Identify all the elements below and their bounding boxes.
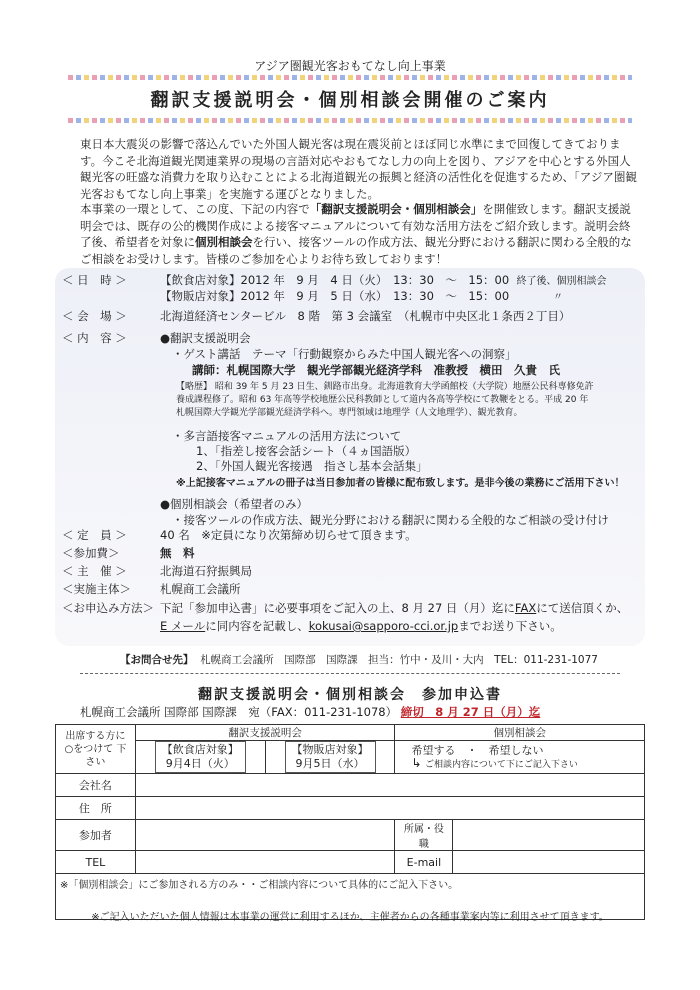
form-title: 翻訳支援説明会・個別相談会 参加申込書 (198, 687, 502, 703)
form-address (80, 704, 540, 720)
fee-label: ＜参加費＞ (62, 546, 120, 560)
page-title: 翻訳支援説明会・個別相談会開催のご案内 (150, 90, 550, 111)
org-row (62, 582, 241, 597)
contact-text: 札幌商工会議所 国際部 国際課 担当：竹中・及川・大内 TEL：011-231-1077 (200, 654, 598, 666)
email-label: E-mail (395, 851, 453, 874)
option-1-date: 9月4日（火） (165, 757, 235, 770)
seminar-option-2[interactable] (285, 741, 376, 773)
intro-event-name: 「翻訳支援説明会・個別相談会」 (309, 202, 483, 216)
arrow-turn-icon: ↳ (411, 755, 422, 770)
bio-line-2: 養成課程修了。昭和 63 年高等学校地歴公民科教師として道内各高等学校にて教鞭をとる。平成 20 年 (176, 395, 589, 405)
consult-choice-note: ご相談内容について下にご記入下さい (425, 759, 578, 770)
capacity-row (62, 528, 417, 543)
content-row (62, 331, 251, 346)
seminar-heading: ●翻訳支援説明会 (160, 331, 251, 345)
date-2 (160, 289, 563, 305)
org-value: 札幌商工会議所 (160, 582, 241, 596)
venue-label: ＜ 会 場 ＞ (62, 309, 127, 323)
intro-paragraph-2 (80, 201, 640, 267)
manual-item-2: 2、「外国人観光客接遇 指さし基本会話集」 (196, 459, 428, 473)
apply-row (62, 601, 629, 616)
venue-row (62, 309, 571, 324)
manual-note: ※上記接客マニュアルの冊子は当日参加者の皆様に配布致します。是非今後の業務にご活用下さい！ (176, 478, 625, 489)
address-field[interactable] (135, 797, 644, 820)
fax-text: FAX (514, 601, 537, 615)
attendee-field[interactable] (135, 820, 395, 851)
intro-text: を行い、接客ツールの作成方法、観光分野における翻訳に関わる全般的なご相談をお受けします。皆様のご参加を心よりお待ち致しております！ (80, 235, 632, 266)
bio-line-1: 【略歴】 昭和 39 年 5 月 23 日生、釧路市出身。北海道教育大学函館校（大学院）地歴公民科専修免許 (176, 382, 594, 392)
consult-detail: ・接客ツールの作成方法、観光分野における翻訳に関わる全般的なご相談の受け付け (172, 513, 609, 527)
event-subtitle: アジア圏観光客おもてなし向上事業 (254, 59, 446, 73)
position-field[interactable] (453, 820, 645, 851)
apply-text: までお送り下さい。 (458, 619, 562, 633)
lecturer: 講師：札幌国際大学 観光学部観光経済学科 准教授 横田 久貴 氏 (192, 363, 560, 377)
consult-note: ※「個別相談会」にご参加される方のみ・・ご相談内容について具体的にご記入下さい。 (60, 880, 459, 891)
date-1-text: 【飲食店対象】2012 年 9 月 4 日（火） 13：30 ～ 15：00 (160, 273, 510, 287)
fee-row (62, 546, 195, 561)
attend-hint-cell (56, 725, 136, 774)
contact-info (120, 652, 598, 667)
contact-label: 【お問合せ先】 (120, 654, 194, 666)
intro-text: 本事業の一環として、この度、下記の内容で (80, 202, 310, 216)
date-1-note: 終了後、個別相談会 (516, 276, 607, 287)
option-2-date: 9月5日（水） (295, 757, 365, 770)
email-address-link[interactable]: kokusai@sapporo-cci.or.jp (308, 619, 459, 633)
consult-choice[interactable]: 希望する ・ 希望しない (411, 743, 544, 757)
apply-line-1 (160, 601, 628, 616)
date-1 (160, 273, 606, 289)
attendee-label: 参加者 (56, 820, 136, 851)
seminar-option-1[interactable] (155, 741, 246, 773)
fee-value: 無 料 (160, 546, 195, 560)
seminar-option-1-cell[interactable] (135, 741, 265, 774)
decorative-border-top (68, 75, 632, 80)
decorative-border-bottom (68, 118, 632, 123)
date-label: ＜ 日 時 ＞ (62, 273, 127, 287)
attend-hint: 出席する方に ○をつけて 下さい (64, 730, 127, 768)
cut-line (80, 673, 620, 674)
host-row (62, 564, 252, 579)
form-deadline: 締切 8 月 27 日（月）迄 (400, 705, 541, 719)
option-1-label: 【飲食店対象】 (161, 743, 239, 756)
intro-paragraph-1: 東日本大震災の影響で落込んでいた外国人観光客は現在震災前とほぼ同じ水準にまで回復してきております。今こそ北海道観光関連業界の現場の言語対応やおもてなし力の向上を図り、アジアを中心とする外国人観光客の旺盛な消費力を取り込むことによる北海道観光の振興と経済の活性化を促進するため、「アジア圏観光客おもてなし向上事業」を実施する運びとなりました。 (80, 137, 637, 201)
seminar-header: 翻訳支援説明会 (135, 725, 395, 741)
apply-text: にて送信頂くか、 (536, 601, 629, 615)
content-label: ＜ 内 容 ＞ (62, 331, 127, 345)
apply-text: 下記「参加申込書」に必要事項をご記入の上、8 月 27 日（月）迄に (160, 601, 515, 615)
email-field[interactable] (453, 851, 645, 874)
manual-item-1: 1、「指差し接客会話シート（４ヵ国語版） (196, 444, 417, 458)
consult-header: 個別相談会 (395, 725, 645, 741)
manual-heading: ・多言語接客マニュアルの活用方法について (172, 429, 402, 443)
seminar-option-2-cell[interactable] (265, 741, 395, 774)
org-label: ＜実施主体＞ (62, 582, 131, 596)
capacity-label: ＜ 定 員 ＞ (62, 528, 127, 542)
tel-label: TEL (56, 851, 136, 874)
host-value: 北海道石狩振興局 (160, 564, 252, 578)
venue-value: 北海道経済センタービル 8 階 第 3 会議室 （札幌市中央区北１条西２丁目） (160, 309, 571, 323)
apply-line-2 (160, 619, 562, 634)
privacy-note: ※ご記入いただいた個人情報は本事業の運営に利用するほか、主催者からの各種事業案内等に利用させて頂きます。 (91, 912, 609, 923)
company-field[interactable] (135, 774, 644, 797)
date-2-text: 【物販店対象】2012 年 9 月 5 日（水） 13：30 ～ 15：00 (160, 289, 510, 303)
guest-talk: ・ゲスト講話 テーマ「行動観察からみた中国人観光客への洞察」 (172, 347, 517, 361)
company-label: 会社名 (56, 774, 136, 797)
intro-consult-name: 個別相談会 (195, 235, 253, 249)
option-2-label: 【物販店対象】 (291, 743, 369, 756)
apply-text: に同内容を記載し、 (205, 619, 309, 633)
intro-text: を開催致します。翻訳支援説明会では、既存の公的機関作成による接客マニュアルについて有効な活用方法をご紹介致します。説明会終了後、希望者を対象に (80, 202, 631, 249)
date-2-note: 〃 (553, 292, 564, 303)
apply-label: ＜お申込み方法＞ (62, 601, 154, 615)
position-label: 所属・役職 (395, 820, 453, 851)
application-form-table (55, 724, 645, 920)
capacity-value: 40 名 ※定員になり次第締め切らせて頂きます。 (160, 528, 417, 542)
form-address-text: 札幌商工会議所 国際部 国際課 宛（FAX：011-231-1078） (80, 705, 398, 719)
consult-heading: ●個別相談会（希望者のみ） (160, 497, 309, 511)
email-text: E メール (160, 619, 206, 633)
host-label: ＜ 主 催 ＞ (62, 564, 127, 578)
tel-field[interactable] (135, 851, 395, 874)
bio-line-3: 札幌国際大学観光学部観光経済学科へ。専門領域は地理学（人文地理学）、観光教育。 (176, 408, 523, 418)
consult-choice-cell[interactable] (395, 741, 645, 774)
date-row-1 (62, 273, 607, 288)
address-label: 住 所 (56, 797, 136, 820)
